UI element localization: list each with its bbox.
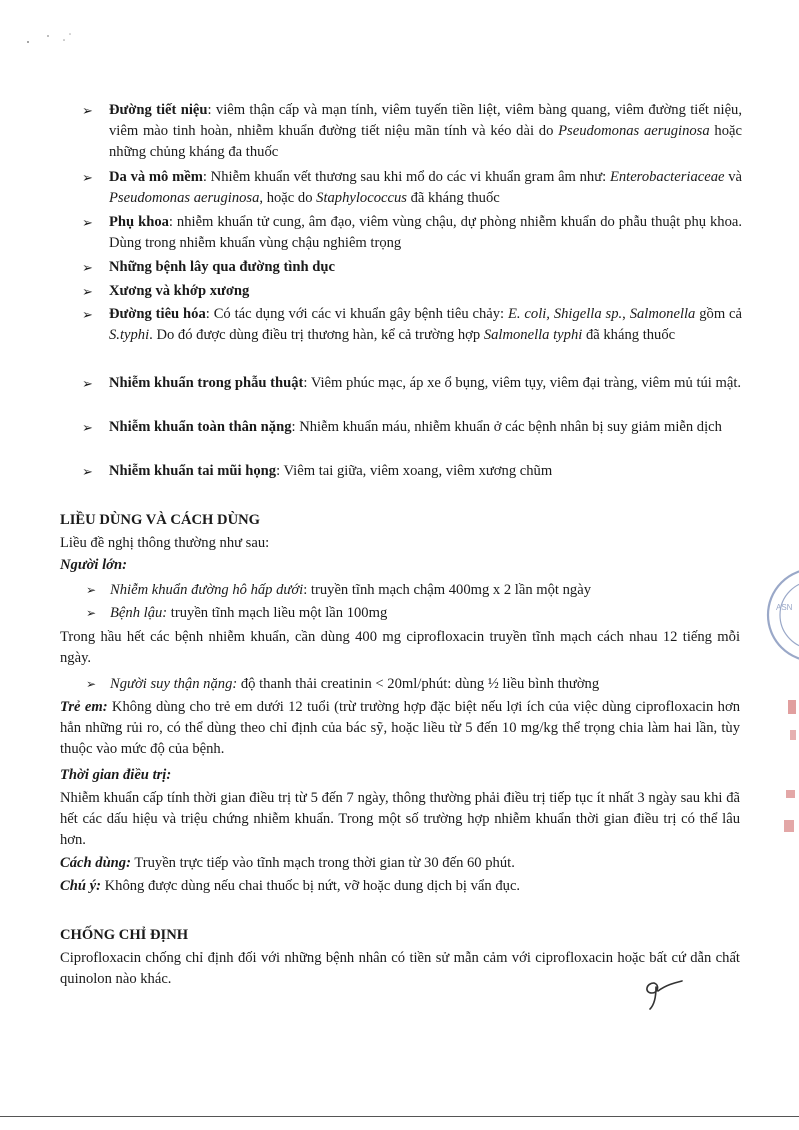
bullet-arrow-icon: ➢ [82,103,93,118]
red-edge-marks [778,700,799,850]
bullet-arrow-icon: ➢ [82,307,93,322]
stamp-text: ASN [776,603,793,612]
children-paragraph: Trẻ em: Không dùng cho trẻ em dưới 12 tuổi (trừ trường hợp đặc biệt nếu lợi ích của việc dùng ciprofloxacin hơn hẳn những rủi ro, có thể dùng theo chỉ định của bác sỹ, hoặc liều từ 5 đến 10 mg/kg thể trọng chia làm hai lần, tùy thuộc vào mức độ của bệnh. [60,699,740,757]
bullet-arrow-icon: ➢ [86,606,97,620]
dosage-heading: LIỀU DÙNG VÀ CÁCH DÙNG [60,512,261,528]
adults-label: Người lớn: [60,557,127,573]
bullet-arrow-icon: ➢ [82,284,93,299]
scan-artifact [20,30,80,50]
bullet-arrow-icon: ➢ [82,376,93,391]
bullet-arrow-icon: ➢ [86,677,97,691]
signature-initials [640,975,692,1013]
note-line: Chú ý: Không được dùng nếu chai thuốc bị nứt, vỡ hoặc dung dịch bị vẩn đục. [60,878,521,894]
renal-item: ➢ Người suy thận nặng: độ thanh thải creatinin < 20ml/phút: dùng ½ liều bình thường [86,674,726,695]
bullet-arrow-icon: ➢ [82,464,93,479]
adults-paragraph: Trong hầu hết các bệnh nhiễm khuẩn, cần dùng 400 mg ciprofloxacin truyền tĩnh mạch cách nhau 12 tiếng mỗi ngày. [60,629,740,666]
bullet-arrow-icon: ➢ [86,583,97,597]
contra-heading: CHỐNG CHỈ ĐỊNH [60,927,189,943]
bullet-arrow-icon: ➢ [82,260,93,275]
indication-urinary: ➢ Đường tiết niệu: viêm thận cấp và mạn tính, viêm tuyến tiền liệt, viêm bàng quang, viêm đường tiết niệu, viêm mào tinh hoàn, nhiễm khuẩn đường tiết niệu mãn tính và kéo dài do Pseudomonas aeruginosa hoặc những chủng kháng đa thuốc [82,102,742,160]
adult-item-respiratory: ➢ Nhiễm khuẩn đường hô hấp dưới: truyền tĩnh mạch chậm 400mg x 2 lần một ngày [86,580,726,601]
indication-bone: ➢ Xương và khớp xương [82,281,742,302]
indication-systemic: ➢ Nhiễm khuẩn toàn thân nặng: Nhiễm khuẩn máu, nhiễm khuẩn ở các bệnh nhân bị suy giảm miễn dịch [82,417,742,438]
indication-surgery: ➢ Nhiễm khuẩn trong phẫu thuật: Viêm phúc mạc, áp xe ổ bụng, viêm tụy, viêm đại tràng, viêm mủ túi mật. [82,373,742,394]
bullet-arrow-icon: ➢ [82,420,93,435]
duration-paragraph: Nhiễm khuẩn cấp tính thời gian điều trị từ 5 đến 7 ngày, thông thường phải điều trị tiếp tục ít nhất 3 ngày sau khi đã hết các dấu hiệu và triệu chứng nhiễm khuẩn. Trong một số trường hợp nhiễm khuẩn thời gian điều trị có thể lâu hơn. [60,790,740,848]
indication-gyn: ➢ Phụ khoa: nhiễm khuẩn tử cung, âm đạo, viêm vùng chậu, dự phòng nhiễm khuẩn do phẫu thuật phụ khoa. Dùng trong nhiễm khuẩn vùng chậu nghiêm trọng [82,214,742,251]
adult-item-gonorrhea: ➢ Bệnh lậu: truyền tĩnh mạch liều một lần 100mg [86,603,726,624]
bullet-arrow-icon: ➢ [82,215,93,230]
bottom-rule [0,1116,799,1117]
indication-std: ➢ Những bệnh lây qua đường tình dục [82,257,742,278]
indication-skin: ➢ Da và mô mềm: Nhiễm khuẩn vết thương sau khi mổ do các vi khuẩn gram âm như: Enterobacteriaceae và Pseudomonas aeruginosa, hoặc do Staphylococcus đã kháng thuốc [82,169,742,206]
dosage-intro: Liều đề nghị thông thường như sau: [60,535,270,551]
indication-digest: ➢ Đường tiêu hóa: Có tác dụng với các vi khuẩn gây bệnh tiêu chảy: E. coli, Shigella sp., Salmonella gồm cả S.typhi. Do đó được dùng điều trị thương hàn, kể cả trường hợp Salmonella typhi đã kháng thuốc [82,306,743,343]
stamp-edge [762,560,799,670]
bullet-arrow-icon: ➢ [82,170,93,185]
method-line: Cách dùng: Truyền trực tiếp vào tĩnh mạch trong thời gian từ 30 đến 60 phút. [60,855,515,871]
duration-label: Thời gian điều trị: [60,767,172,783]
indication-ent: ➢ Nhiễm khuẩn tai mũi họng: Viêm tai giữa, viêm xoang, viêm xương chũm [82,461,742,482]
contra-paragraph: Ciprofloxacin chống chỉ định đối với những bệnh nhân có tiền sử mẫn cảm với ciprofloxacin hoặc bất cứ dẫn chất quinolon nào khác. [60,950,740,987]
